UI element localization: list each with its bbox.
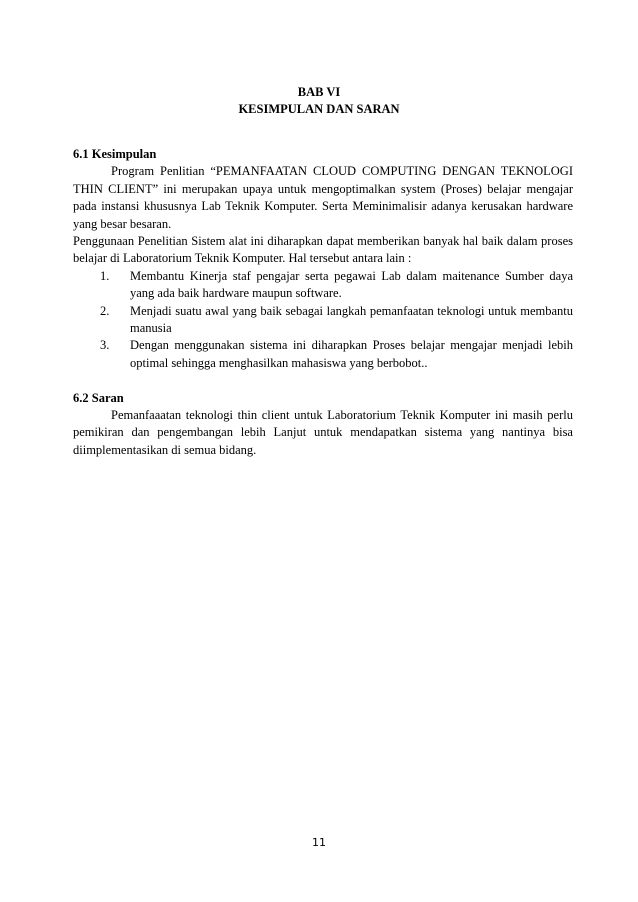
- chapter-number: BAB VI: [297, 85, 341, 99]
- list-item-text: Membantu Kinerja staf pengajar serta pegawai Lab dalam maitenance Sumber daya yang ada baik hardware maupun software.: [130, 268, 573, 301]
- list-item: [73, 303, 573, 338]
- paragraph-kesimpulan-benefits: Penggunaan Penelitian Sistem alat ini diharapkan dapat memberikan banyak hal baik dalam proses belajar di Laboratorium Teknik Komputer. Hal tersebut antara lain :: [73, 234, 573, 266]
- section-title-saran: 6.2 Saran: [73, 390, 124, 405]
- list-item: [73, 268, 573, 303]
- section-title-kesimpulan: 6.1 Kesimpulan: [73, 147, 157, 161]
- paragraph-saran: Pemanfaaatan teknologi thin client untuk Laboratorium Teknik Komputer ini masih perlu pemikiran dan pengembangan lebih Lanjut untuk mendapatkan sistema yang nantinya bisa diimplementasikan di semua bidang.: [73, 408, 573, 457]
- benefits-list: [73, 268, 573, 372]
- section-spacer: [73, 372, 573, 389]
- paragraph-kesimpulan-intro: Program Penlitian “PEMANFAATAN CLOUD COMPUTING DENGAN TEKNOLOGI THIN CLIENT” ini merupakan upaya untuk mengoptimalkan system (Proses) belajar mengajar pada instansi khususnya Lab Teknik Komputer. Serta Meminimalisir adanya kerusakan hardware yang besar besaran.: [73, 164, 573, 231]
- list-item-number: 3.: [100, 338, 110, 353]
- chapter-title: KESIMPULAN DAN SARAN: [238, 102, 400, 116]
- page-number: 11: [312, 836, 326, 849]
- document-body: [73, 146, 573, 459]
- list-item: [73, 337, 573, 372]
- list-item-text: Menjadi suatu awal yang baik sebagai langkah pemanfaatan teknologi untuk membantu manusia: [130, 303, 573, 336]
- list-item-number: 2.: [100, 303, 110, 318]
- list-item-number: 1.: [100, 268, 110, 283]
- list-item-text: Dengan menggunakan sistema ini diharapkan Proses belajar mengajar menjadi lebih optimal sehingga menghasilkan mahasiswa yang berbobot..: [130, 338, 573, 370]
